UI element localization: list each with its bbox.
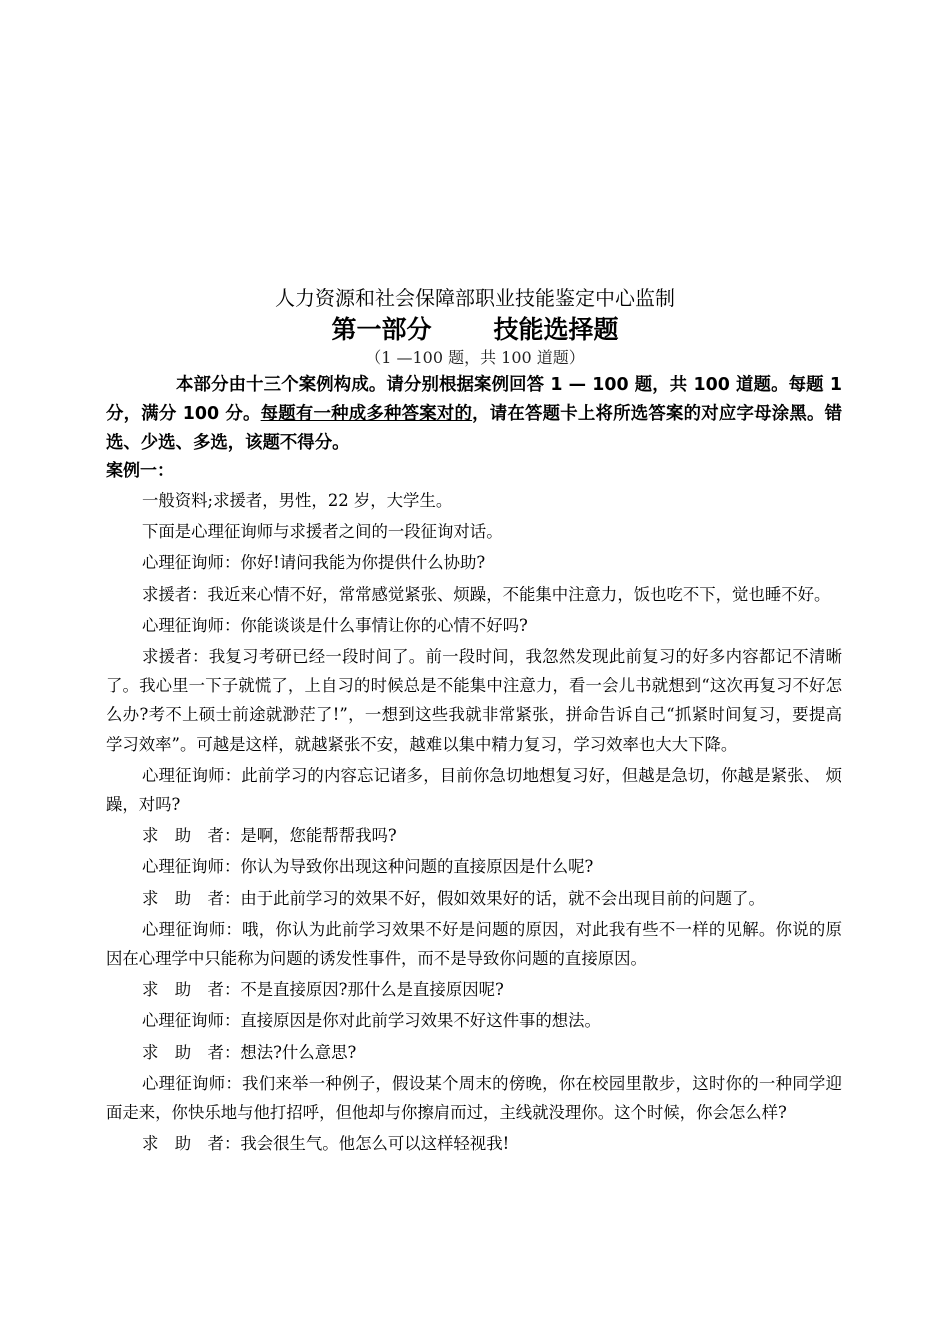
supervisor-line: 人力资源和社会保障部职业技能鉴定中心监制 [275,286,675,310]
dialog-paragraph: 心理征询师：直接原因是你对此前学习效果不好这件事的想法。 [142,1011,601,1031]
dialog-paragraph: 求 助 者：想法?什么意思? [142,1042,357,1062]
dialog-paragraph: 求援者：我近来心情不好，常常感觉紧张、烦躁，不能集中注意力，饭也吃不下，觉也睡不好。 [142,584,831,604]
instructions-underlined: 每题有一种成多种答案对的 [260,404,473,424]
instructions-text-2: ，请在答题卡上将所选答案的对应字母涂黑。错选、少选、多选，该题不得分。 [106,404,842,453]
dialog-paragraph: 心理征询师：你能谈谈是什么事情让你的心情不好吗? [142,615,528,635]
part-title [0,314,950,346]
dialog-paragraph: 心理征询师：你好!请问我能为你提供什么协助? [142,553,486,573]
dialog-paragraph: 心理征询师：你认为导致你出现这种问题的直接原因是什么呢? [142,857,594,877]
part-name: 技能选择题 [493,315,619,344]
dialog-paragraph: 心理征询师：此前学习的内容忘记诸多，目前你急切地想复习好，但越是急切，你越是紧张、 烦躁，对吗? [106,765,842,815]
dialog-paragraph: 求 助 者：由于此前学习的效果不好，假如效果好的话，就不会出现目前的问题了。 [142,888,765,908]
dialog-paragraph: 一般资料;求援者，男性，22 岁，大学生。 [142,491,453,510]
dialog-paragraph: 心理征询师：我们来举一种例子，假设某个周末的傍晚，你在校园里散步，这时你的一种同学迎面走来，你快乐地与他打招呼，但他却与你擦肩而过，主线就没理你。这个时候，你会怎么样? [106,1073,842,1123]
dialog-paragraph: 下面是心理征询师与求援者之间的一段征询对话。 [142,522,503,542]
question-range: （1 —100 题，共 100 道题） [365,348,585,367]
case-title: 案例一： [106,461,174,481]
dialog-paragraph: 心理征询师：哦，你认为此前学习效果不好是问题的原因，对此我有些不一样的见解。你说的原因在心理学中只能称为问题的诱发性事件，而不是导致你问题的直接原因。 [106,919,842,969]
dialog-paragraph: 求援者：我复习考研已经一段时间了。前一段时间，我忽然发现此前复习的好多内容都记不清晰了。我心里一下子就慌了，上自习的时候总是不能集中注意力，看一会儿书就想到“这次再复习不好怎么办?考不上硕士前途就渺茫了!”，一想到这些我就非常紧张，拼命告诉自己“抓紧时间复习，要提高学习效率”。可越是这样，就越紧张不安，越难以集中精力复习，学习效率也大大下降。 [106,647,842,754]
case-dialog [106,486,842,1160]
dialog-paragraph: 求 助 者：我会很生气。他怎么可以这样轻视我! [142,1134,510,1154]
part-label: 第一部分 [331,315,432,344]
instructions-paragraph [106,371,842,458]
instructions-text-1: 本部分由十三个案例构成。请分别根据案例回答 1 — 100 题，共 100 道题。每题 1 分，满分 100 分。 [106,375,842,424]
dialog-paragraph: 求 助 者：不是直接原因?那什么是直接原因呢? [142,980,504,1000]
dialog-paragraph: 求 助 者：是啊，您能帮帮我吗? [142,826,397,846]
